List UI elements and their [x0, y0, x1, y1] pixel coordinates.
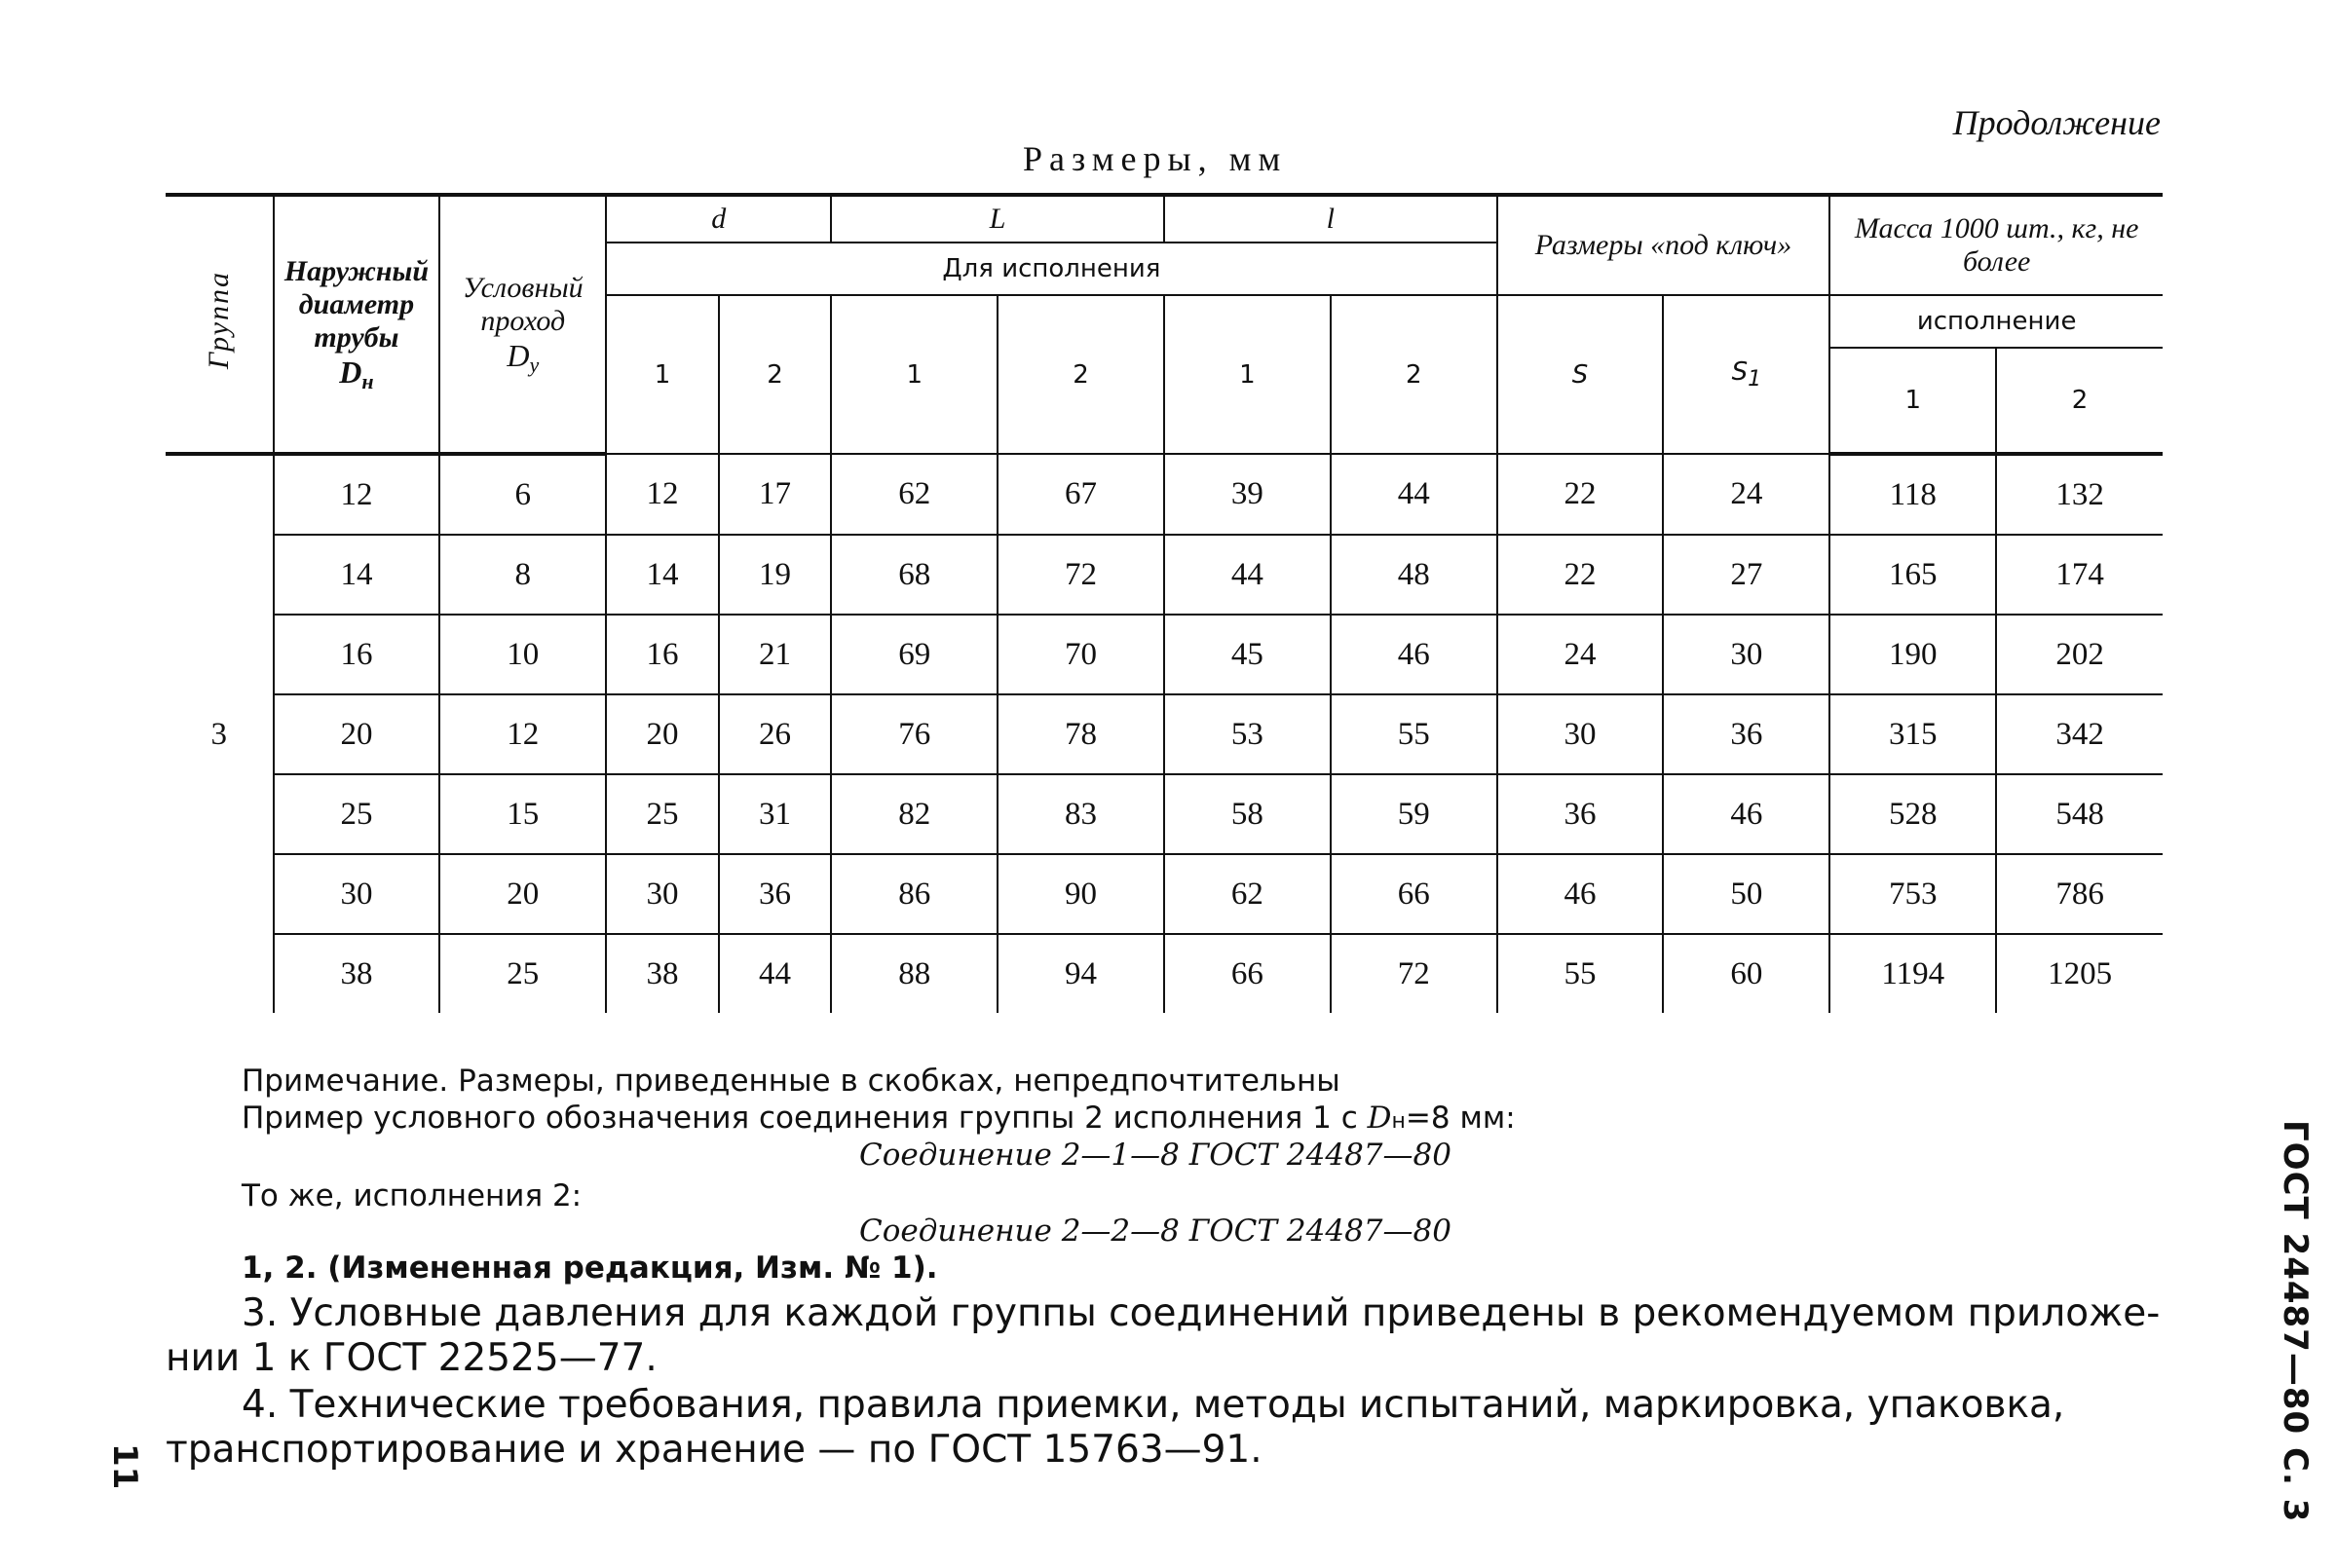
table-cell: 16 — [274, 615, 440, 694]
table-cell: 12 — [606, 454, 719, 535]
table-cell: 17 — [719, 454, 832, 535]
table-cell: 72 — [998, 535, 1164, 615]
table-cell: 66 — [1331, 854, 1497, 934]
table-cell: 76 — [831, 694, 998, 774]
table-cell: 1194 — [1829, 934, 1996, 1013]
table-cell: 55 — [1331, 694, 1497, 774]
table-cell: 68 — [831, 535, 998, 615]
table-cell: 548 — [1996, 774, 2163, 854]
note-1: Примечание. Размеры, приведенные в скобках, непредпочтительны — [242, 1064, 1340, 1099]
L1-header: 1 — [831, 295, 998, 454]
l2-header: 2 — [1331, 295, 1497, 454]
d1-header: 1 — [606, 295, 719, 454]
table-cell: 21 — [719, 615, 832, 694]
d2-header: 2 — [719, 295, 832, 454]
table-cell: 30 — [1497, 694, 1664, 774]
table-cell: 30 — [274, 854, 440, 934]
l1-header: 1 — [1164, 295, 1331, 454]
col-L-header: L — [831, 195, 1164, 243]
mass2-header: 2 — [1996, 348, 2163, 454]
table-cell: 315 — [1829, 694, 1996, 774]
table-cell: 12 — [439, 694, 606, 774]
col-group-header: Группа — [166, 195, 274, 454]
table-cell: 72 — [1331, 934, 1497, 1013]
table-cell: 27 — [1663, 535, 1829, 615]
table-cell: 46 — [1663, 774, 1829, 854]
table-row — [166, 454, 2163, 535]
table-cell: 50 — [1663, 854, 1829, 934]
table-row — [166, 854, 2163, 934]
table-cell: 753 — [1829, 854, 1996, 934]
table-cell: 94 — [998, 934, 1164, 1013]
table-cell: 342 — [1996, 694, 2163, 774]
page-number: 11 — [105, 1443, 144, 1490]
col-d-header: d — [606, 195, 831, 243]
table-cell: 88 — [831, 934, 998, 1013]
units-caption: Размеры, мм — [1023, 139, 1288, 178]
table-cell: 78 — [998, 694, 1164, 774]
col-l-header: l — [1164, 195, 1497, 243]
table-cell: 19 — [719, 535, 832, 615]
table-cell: 12 — [274, 454, 440, 535]
exec-header: Для исполнения — [606, 243, 1496, 295]
table-cell: 46 — [1497, 854, 1664, 934]
table-cell: 59 — [1331, 774, 1497, 854]
amendment-note: 1, 2. (Измененная редакция, Изм. № 1). — [242, 1251, 938, 1286]
table-cell: 202 — [1996, 615, 2163, 694]
para-3-line-1: 3. Условные давления для каждой группы соединений приведены в рекомендуемом приложе- — [242, 1291, 2161, 1335]
table-cell: 44 — [1164, 535, 1331, 615]
table-cell: 55 — [1497, 934, 1664, 1013]
table-cell: 48 — [1331, 535, 1497, 615]
table-cell: 90 — [998, 854, 1164, 934]
table-row — [166, 934, 2163, 1013]
table-cell: 70 — [998, 615, 1164, 694]
table-cell: 38 — [606, 934, 719, 1013]
table-cell: 22 — [1497, 454, 1664, 535]
table-cell: 36 — [719, 854, 832, 934]
table-cell: 14 — [274, 535, 440, 615]
mass1-header: 1 — [1829, 348, 1996, 454]
table-cell: 60 — [1663, 934, 1829, 1013]
table-row — [166, 615, 2163, 694]
example-2: Соединение 2—2—8 ГОСТ 24487—80 — [859, 1213, 1451, 1249]
note-2: Пример условного обозначения соединения группы 2 исполнения 1 с Dн=8 мм: — [242, 1101, 1516, 1136]
table-cell: 190 — [1829, 615, 1996, 694]
table-cell: 165 — [1829, 535, 1996, 615]
table-cell: 14 — [606, 535, 719, 615]
table-cell: 46 — [1331, 615, 1497, 694]
table-cell: 20 — [274, 694, 440, 774]
col-outer-diam-header: Наружный диаметр трубы $D_н$ — [274, 195, 440, 454]
table-cell: 30 — [606, 854, 719, 934]
table-cell: 8 — [439, 535, 606, 615]
table-cell: 58 — [1164, 774, 1331, 854]
table-row — [166, 694, 2163, 774]
table-cell: 62 — [831, 454, 998, 535]
table-cell: 118 — [1829, 454, 1996, 535]
table-cell: 36 — [1663, 694, 1829, 774]
example-1: Соединение 2—1—8 ГОСТ 24487—80 — [859, 1138, 1451, 1173]
table-cell: 86 — [831, 854, 998, 934]
L2-header: 2 — [998, 295, 1164, 454]
table-cell: 20 — [439, 854, 606, 934]
table-cell: 31 — [719, 774, 832, 854]
table-cell: 66 — [1164, 934, 1331, 1013]
table-cell: 528 — [1829, 774, 1996, 854]
table-cell: 174 — [1996, 535, 2163, 615]
group-cell: 3 — [210, 716, 228, 752]
table-cell: 44 — [1331, 454, 1497, 535]
table-cell: 15 — [439, 774, 606, 854]
table-cell: 132 — [1996, 454, 2163, 535]
same-note: То же, исполнения 2: — [242, 1178, 583, 1213]
standard-page-label: ГОСТ 24487—80 С. 3 — [2276, 1120, 2315, 1523]
dimensions-table — [166, 193, 2163, 1013]
table-cell: 20 — [606, 694, 719, 774]
table-cell: 6 — [439, 454, 606, 535]
table-cell: 786 — [1996, 854, 2163, 934]
table-cell: 22 — [1497, 535, 1664, 615]
table-cell: 44 — [719, 934, 832, 1013]
col-nominal-header: Условный проход $D_у$ — [439, 195, 606, 454]
S-header: S — [1497, 295, 1664, 454]
S1-header: $S_1$ — [1663, 295, 1829, 454]
table-cell: 83 — [998, 774, 1164, 854]
continuation-label: Продолжение — [1952, 103, 2161, 142]
table-cell: 69 — [831, 615, 998, 694]
table-cell: 25 — [606, 774, 719, 854]
para-4-line-2: транспортирование и хранение — по ГОСТ 15763—91. — [166, 1428, 1262, 1472]
table-cell: 10 — [439, 615, 606, 694]
table-cell: 39 — [1164, 454, 1331, 535]
table-body — [166, 454, 2163, 1013]
col-mass-header: Масса 1000 шт., кг, не более — [1829, 195, 2163, 295]
table-cell: 67 — [998, 454, 1164, 535]
table-cell: 53 — [1164, 694, 1331, 774]
table-cell: 24 — [1663, 454, 1829, 535]
para-4-line-1: 4. Технические требования, правила приемки, методы испытаний, маркировка, упаковка, — [242, 1383, 2065, 1427]
table-cell: 82 — [831, 774, 998, 854]
mass-exec-header: исполнение — [1829, 295, 2163, 348]
table-cell: 25 — [439, 934, 606, 1013]
table-cell: 62 — [1164, 854, 1331, 934]
col-wrench-header: Размеры «под ключ» — [1497, 195, 1830, 295]
table-cell: 16 — [606, 615, 719, 694]
table-cell: 1205 — [1996, 934, 2163, 1013]
table-cell: 38 — [274, 934, 440, 1013]
table-cell: 45 — [1164, 615, 1331, 694]
para-3-line-2: нии 1 к ГОСТ 22525—77. — [166, 1336, 658, 1380]
table-row — [166, 774, 2163, 854]
table-cell: 24 — [1497, 615, 1664, 694]
table-row — [166, 535, 2163, 615]
table-cell: 25 — [274, 774, 440, 854]
table-cell: 26 — [719, 694, 832, 774]
table-cell: 36 — [1497, 774, 1664, 854]
table-cell: 30 — [1663, 615, 1829, 694]
